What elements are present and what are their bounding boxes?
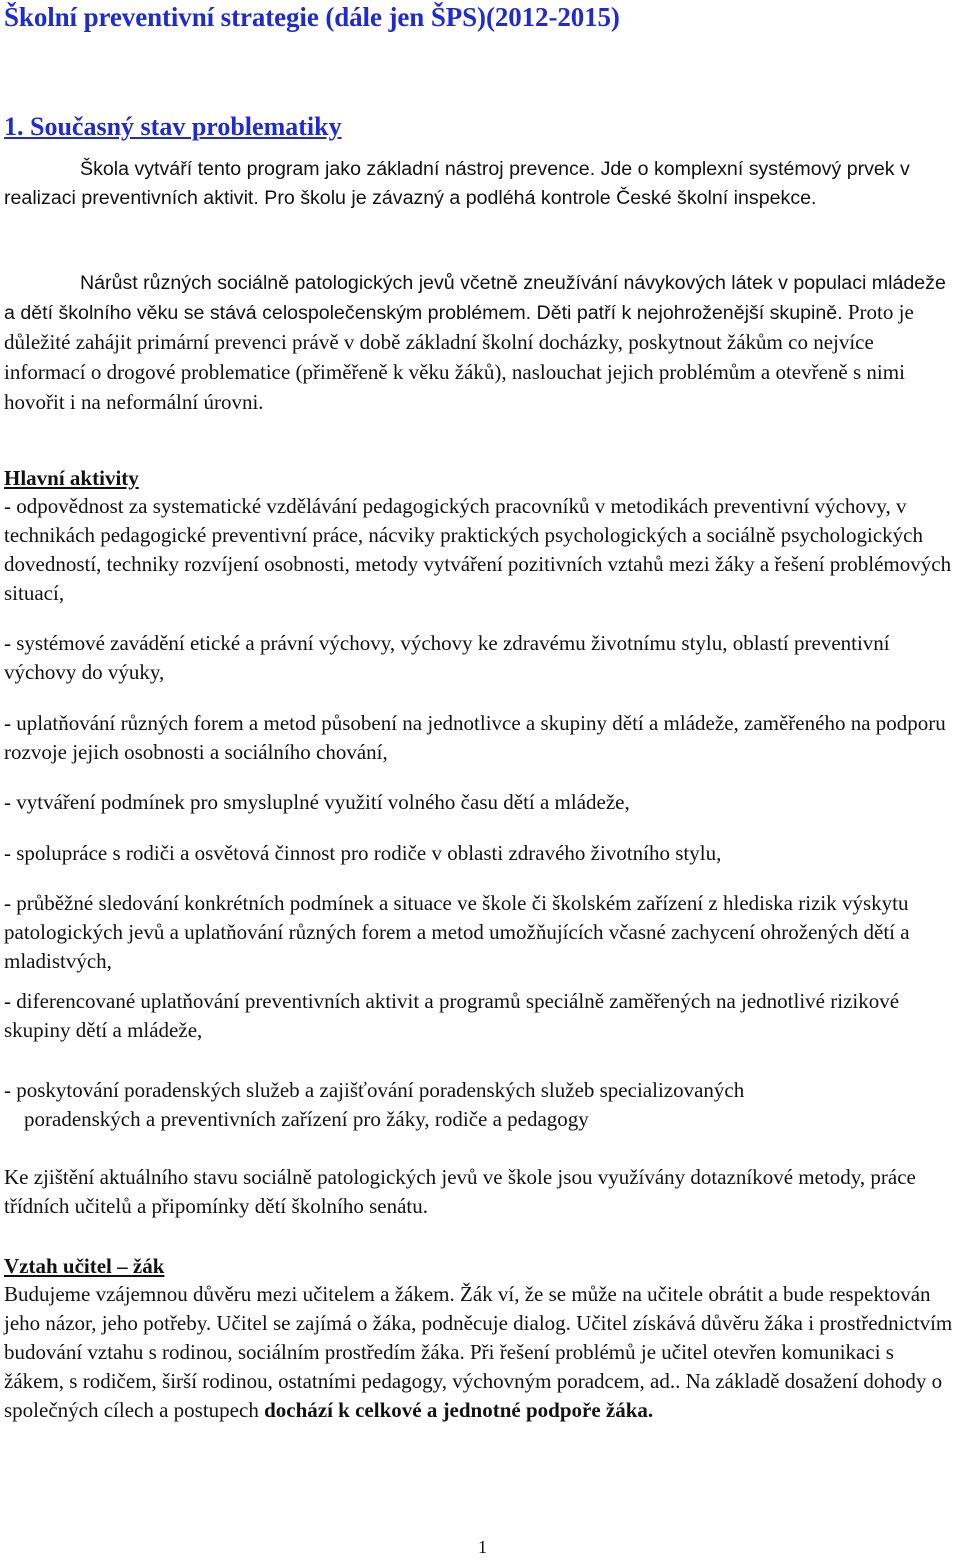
activity-item: - spolupráce s rodiči a osvětová činnost pro rodiče v oblasti zdravého životního stylu, [4,841,722,865]
activity-item: - vytváření podmínek pro smysluplné využití volného času dětí a mládeže, [4,790,630,814]
section-heading-current-state: 1. Současný stav problematiky [4,112,342,141]
section-heading-main-activities: Hlavní aktivity [4,466,139,490]
activity-item: - diferencované uplatňování preventivních aktivit a programů speciálně zaměřených na jednotlivé rizikové skupiny dětí a mládeže, [4,989,900,1042]
activity-item-continuation: poradenských a preventivních zařízení pro žáky, rodiče a pedagogy [24,1107,589,1131]
paragraph-survey-methods: Ke zjištění aktuálního stavu sociálně patologických jevů ve škole jsou využívány dotazníkové metody, práce třídních učitelů a připomínky dětí školního senátu. [4,1165,916,1218]
page-number: 1 [478,1537,487,1557]
paragraph-program-intro: Škola vytváří tento program jako základní nástroj prevence. Jde o komplexní systémový prvek v realizaci preventivních aktivit. Pro školu je závazný a podléhá kontrole České školní inspekce. [4,158,910,209]
activity-item: - systémové zavádění etické a právní výchovy, výchovy ke zdravému životnímu stylu, oblastí preventivní výchovy do výuky, [4,631,890,684]
teacher-student-text: Budujeme vzájemnou důvěru mezi učitelem a žákem. Žák ví, že se může na učitele obrátit a bude respektován jeho názor, jeho potřeby. Učitel se zajímá o žáka, podněcuje dialog. Učitel získává důvěru žáka i prostřednictvím budování vztahu s rodinou, sociálním prostředím žáka. Při řešení problémů je učitel otevřen komunikaci s žákem, s rodičem, širší rodinou, ostatními pedagogy, výchovným poradcem, ad.. Na základě dosažení dohody o společných cílech a postupech [4,1282,953,1422]
activity-item: - průběžné sledování konkrétních podmínek a situace ve škole či školském zařízení z hlediska rizik výskytu patologických jevů a uplatňování různých forem a metod umožňujících včasné zachycení ohrožených dětí a mladistvých, [4,891,910,973]
activity-item: - poskytování poradenských služeb a zajišťování poradenských služeb specializovaných [4,1078,745,1102]
paragraph-pathology-text-b: Proto je důležité zahájit primární prevenci právě v době základní školní docházky, poskytnout žákům co nejvíce informací o drogové problematice (přiměřeně k věku žáků), naslouchat jejich problémům a otevřeně s nimi hovořit i na neformální úrovni. [4,300,914,414]
activity-item: - uplatňování různých forem a metod působení na jednotlivce a skupiny dětí a mládeže, zaměřeného na podporu rozvoje jejich osobnosti a sociálního chování, [4,711,946,764]
paragraph-pathology-growth [4,269,958,418]
section-heading-teacher-student: Vztah učitel – žák [4,1254,165,1278]
document-title: Školní preventivní strategie (dále jen ŠPS)(2012-2015) [4,2,620,32]
paragraph-teacher-student [4,1280,958,1425]
teacher-student-bold-end: dochází k celkové a jednotné podpoře žáka. [264,1398,654,1422]
paragraph-pathology-text-a: Nárůst různých sociálně patologických jevů včetně zneužívání návykových látek v populaci mládeže a dětí školního věku se stává celospolečenským problémem. Děti patří k nejohroženější skupině. [4,272,946,324]
activity-item: - odpovědnost za systematické vzdělávání pedagogických pracovníků v metodikách preventivní výchovy, v technikách pedagogické preventivní práce, nácviky praktických psychologických a sociálně psychologických dovedností, techniky rozvíjení osobnosti, metody vytváření pozitivních vztahů mezi žáky a řešení problémových situací, [4,494,952,605]
